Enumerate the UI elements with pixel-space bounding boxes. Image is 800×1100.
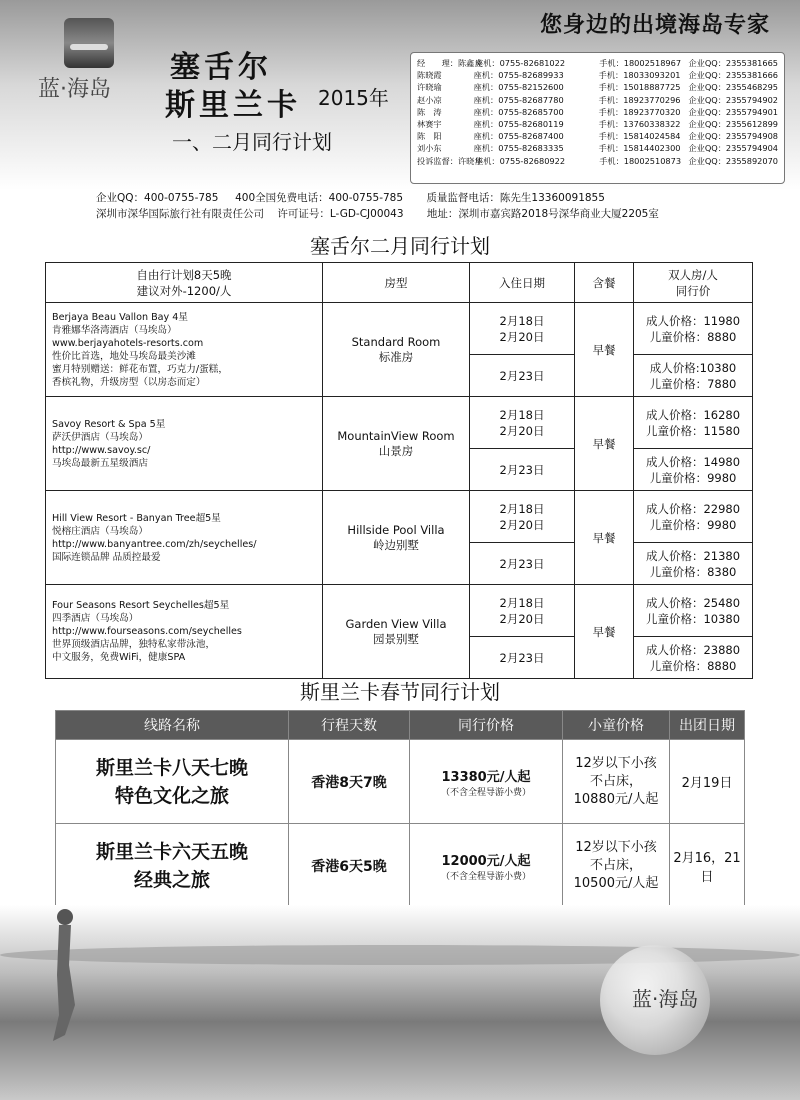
contact-cell: 企业QQ：2355468295 <box>688 82 778 93</box>
contact-cell: 陈晓霞 <box>417 70 442 81</box>
company-qq: 企业QQ：400-0755-785 <box>96 192 219 204</box>
contact-cell: 座机：0755-82681022 <box>475 58 566 68</box>
route-price-note: （不含全程导游小费） <box>440 871 531 882</box>
contact-cell: 刘小东 <box>417 143 442 154</box>
route-child-price: 12岁以下小孩 不占床， 10880元/人起 <box>563 740 670 824</box>
contact-cell: 座机：0755-82683335 <box>473 143 564 154</box>
checkin-dates: 2月18日 2月20日 <box>470 491 575 543</box>
company-logo <box>38 18 148 103</box>
price-cell <box>634 303 753 355</box>
contact-row <box>417 81 778 93</box>
meal-plan: 早餐 <box>575 397 634 491</box>
room-type-cn: 标准房 <box>378 349 414 364</box>
header-price: 同行价格 <box>410 711 563 740</box>
hotel-description: Four Seasons Resort Seychelles超5星 四季酒店（马埃岛） http://www.fourseasons.com/seychelles 世界顶级酒店品牌，独特私家带泳池， 中文服务，免费WiFi，健康SPA <box>46 585 323 679</box>
contact-cell: 手机：18002518967 <box>599 58 682 68</box>
contact-cell: 手机：18923770296 <box>598 94 681 105</box>
contact-row <box>417 94 778 106</box>
hotel-description: Berjaya Beau Vallon Bay 4星 肯雅娜华洛湾酒店（马埃岛） www.berjayahotels-resorts.com 性价比首选，地处马埃岛最美沙滩 蜜月特别赠送：鲜花布置，巧克力/蛋糕， 香槟礼物，升级房型（以房态而定） <box>46 303 323 397</box>
child-price: 儿童价格：9980 <box>649 470 737 485</box>
checkin-date-late: 2月23日 <box>470 449 575 491</box>
contact-row <box>417 57 778 69</box>
company-info-line2 <box>96 206 659 221</box>
route-name-line2: 特色文化之旅 <box>114 784 229 807</box>
room-type-en: Hillside Pool Villa <box>347 522 445 537</box>
contact-row <box>417 69 778 81</box>
price-cell-late <box>634 355 753 397</box>
route-row <box>56 740 745 824</box>
adult-price: 成人价格：14980 <box>645 454 741 469</box>
contact-cell: 手机：18923770320 <box>598 106 681 117</box>
route-price-value: 12000元/人起 <box>441 853 531 869</box>
route-child-price: 12岁以下小孩 不占床， 10500元/人起 <box>563 824 670 908</box>
contact-cell: 企业QQ：2355892070 <box>688 155 778 166</box>
meal-plan: 早餐 <box>575 585 634 679</box>
child-price: 儿童价格：8880 <box>649 329 737 344</box>
contact-cell: 陈 阳 <box>417 131 442 142</box>
checkin-dates: 2月18日 2月20日 <box>470 397 575 449</box>
adult-price: 成人价格：21380 <box>645 548 741 563</box>
child-price: 儿童价格：11580 <box>645 423 741 438</box>
footer-sea-background <box>0 905 800 1100</box>
adult-price: 成人价格：16280 <box>645 407 741 422</box>
contact-cell: 座机：0755-82680922 <box>475 155 566 166</box>
contact-row <box>417 118 778 130</box>
srilanka-section-title: 斯里兰卡春节同行计划 <box>300 680 500 704</box>
contact-cell: 企业QQ：2355794904 <box>688 143 778 154</box>
seychelles-section-title: 塞舌尔二月同行计划 <box>310 234 490 258</box>
child-price: 儿童价格：8880 <box>649 658 737 673</box>
company-hotline: 400全国免费电话：400-0755-785 <box>235 192 404 204</box>
meal-plan: 早餐 <box>575 491 634 585</box>
company-name: 深圳市深华国际旅行社有限责任公司 <box>96 208 264 220</box>
contact-row <box>417 142 778 154</box>
route-days: 香港8天7晚 <box>289 740 410 824</box>
room-type <box>323 303 470 397</box>
adult-price: 成人价格：11980 <box>645 313 741 328</box>
title-seychelles: 塞舌尔 <box>170 50 272 85</box>
adult-price: 成人价格：22980 <box>645 501 741 516</box>
route-name <box>56 740 289 824</box>
srilanka-table <box>55 710 745 908</box>
adult-price: 成人价格:10380 <box>649 360 737 375</box>
contact-cell: 手机：18033093201 <box>598 70 681 81</box>
contact-row <box>417 155 778 167</box>
price-cell-late <box>634 637 753 679</box>
child-price: 儿童价格：8380 <box>649 564 737 579</box>
checkin-date-late: 2月23日 <box>470 637 575 679</box>
contact-cell: 企业QQ：2355612899 <box>688 119 778 130</box>
contact-row <box>417 130 778 142</box>
hotel-row <box>46 303 753 355</box>
child-price: 儿童价格：9980 <box>649 517 737 532</box>
contact-cell: 座机：0755-82152600 <box>473 82 564 93</box>
route-row <box>56 824 745 908</box>
route-price-value: 13380元/人起 <box>441 769 531 785</box>
hotel-row <box>46 491 753 543</box>
header-checkin: 入住日期 <box>470 263 575 303</box>
contact-cell: 林赛宇 <box>417 119 442 130</box>
contact-cell: 许晓瑜 <box>417 82 442 93</box>
tagline: 您身边的出境海岛专家 <box>539 13 770 38</box>
header-meal: 含餐 <box>575 263 634 303</box>
room-type-en: Garden View Villa <box>345 616 447 631</box>
route-name <box>56 824 289 908</box>
footer-logo-text: 蓝·海岛 <box>632 987 699 1011</box>
plan-subtitle: 一、二月同行计划 <box>172 130 332 154</box>
hotel-row <box>46 397 753 449</box>
checkin-date-late: 2月23日 <box>470 543 575 585</box>
company-info-line1 <box>96 190 605 205</box>
logo-text: 蓝·海岛 <box>38 77 111 102</box>
header-room: 房型 <box>323 263 470 303</box>
meal-plan: 早餐 <box>575 303 634 397</box>
contact-cell: 座机：0755-82680119 <box>473 119 564 130</box>
hotel-row <box>46 585 753 637</box>
contact-cell: 座机：0755-82687780 <box>473 94 564 105</box>
contact-cell: 企业QQ：2355794902 <box>688 94 778 105</box>
route-days: 香港6天5晚 <box>289 824 410 908</box>
contact-cell: 企业QQ：2355794908 <box>688 131 778 142</box>
mermaid-illustration <box>45 905 85 1045</box>
checkin-dates: 2月18日 2月20日 <box>470 585 575 637</box>
header-hotel: 自由行计划8天5晚 建议对外-1200/人 <box>46 263 323 303</box>
room-type <box>323 397 470 491</box>
contact-cell: 手机：18002510873 <box>599 155 682 166</box>
logo-wave-icon <box>64 18 114 68</box>
contact-cell: 座机：0755-82687400 <box>473 131 564 142</box>
company-supervision: 质量监督电话：陈先生13360091855 <box>426 192 605 204</box>
hotel-description: Hill View Resort - Banyan Tree超5星 悦榕庄酒店（马埃岛） http://www.banyantree.com/zh/seychelles/ 国际连锁品牌 品质控最爱 <box>46 491 323 585</box>
route-name-line1: 斯里兰卡六天五晚 <box>95 840 248 863</box>
route-name-line1: 斯里兰卡八天七晚 <box>95 756 248 779</box>
room-type-cn: 岭边别墅 <box>373 537 419 552</box>
route-price-note: （不含全程导游小费） <box>440 787 531 798</box>
checkin-dates: 2月18日 2月20日 <box>470 303 575 355</box>
adult-price: 成人价格：25480 <box>645 595 741 610</box>
contact-cell: 企业QQ：2355381666 <box>688 70 778 81</box>
contact-cell: 投诉监督：许晓华 <box>417 155 483 166</box>
route-departure: 2月19日 <box>670 740 745 824</box>
room-type <box>323 491 470 585</box>
contact-cell: 手机：15018887725 <box>598 82 681 93</box>
header-route: 线路名称 <box>56 711 289 740</box>
contact-cell: 赵小凉 <box>417 94 442 105</box>
price-cell <box>634 585 753 637</box>
room-type-en: Standard Room <box>351 334 441 349</box>
contact-cell: 企业QQ：2355794901 <box>688 106 778 117</box>
price-cell-late <box>634 449 753 491</box>
contact-list <box>410 52 785 184</box>
header-date: 出团日期 <box>670 711 745 740</box>
contact-row <box>417 106 778 118</box>
header-price: 双人房/人 同行价 <box>634 263 753 303</box>
company-license: 许可证号：L-GD-CJ00043 <box>277 208 404 220</box>
title-srilanka: 斯里兰卡 <box>165 88 301 123</box>
room-type <box>323 585 470 679</box>
company-address: 地址：深圳市嘉宾路2018号深华商业大厦2205室 <box>426 208 659 220</box>
room-type-cn: 山景房 <box>378 443 414 458</box>
contact-cell: 手机：15814024584 <box>598 131 681 142</box>
hotel-description: Savoy Resort & Spa 5星 萨沃伊酒店（马埃岛） http://www.savoy.sc/ 马埃岛最新五星级酒店 <box>46 397 323 491</box>
route-departure: 2月16，21日 <box>670 824 745 908</box>
room-type-en: MountainView Room <box>337 428 455 443</box>
route-name-line2: 经典之旅 <box>133 868 210 891</box>
contact-cell: 陈 涛 <box>417 106 442 117</box>
contact-cell: 企业QQ：2355381665 <box>688 58 778 68</box>
contact-cell: 手机：15814402300 <box>598 143 681 154</box>
child-price: 儿童价格：10380 <box>645 611 741 626</box>
checkin-date-late: 2月23日 <box>470 355 575 397</box>
contact-cell: 手机：13760338322 <box>598 119 681 130</box>
price-cell <box>634 491 753 543</box>
route-price <box>410 824 563 908</box>
room-type-cn: 园景别墅 <box>373 631 419 646</box>
header-days: 行程天数 <box>289 711 410 740</box>
contact-cell: 经 理：陈鑫炎 <box>417 58 483 68</box>
contact-cell: 座机：0755-82685700 <box>473 106 564 117</box>
seychelles-table <box>45 262 753 679</box>
child-price: 儿童价格：7880 <box>649 376 737 391</box>
title-year: 2015年 <box>318 86 389 110</box>
contact-cell: 座机：0755-82689933 <box>473 70 564 81</box>
header-child: 小童价格 <box>563 711 670 740</box>
adult-price: 成人价格：23880 <box>645 642 741 657</box>
price-cell <box>634 397 753 449</box>
price-cell-late <box>634 543 753 585</box>
route-price <box>410 740 563 824</box>
